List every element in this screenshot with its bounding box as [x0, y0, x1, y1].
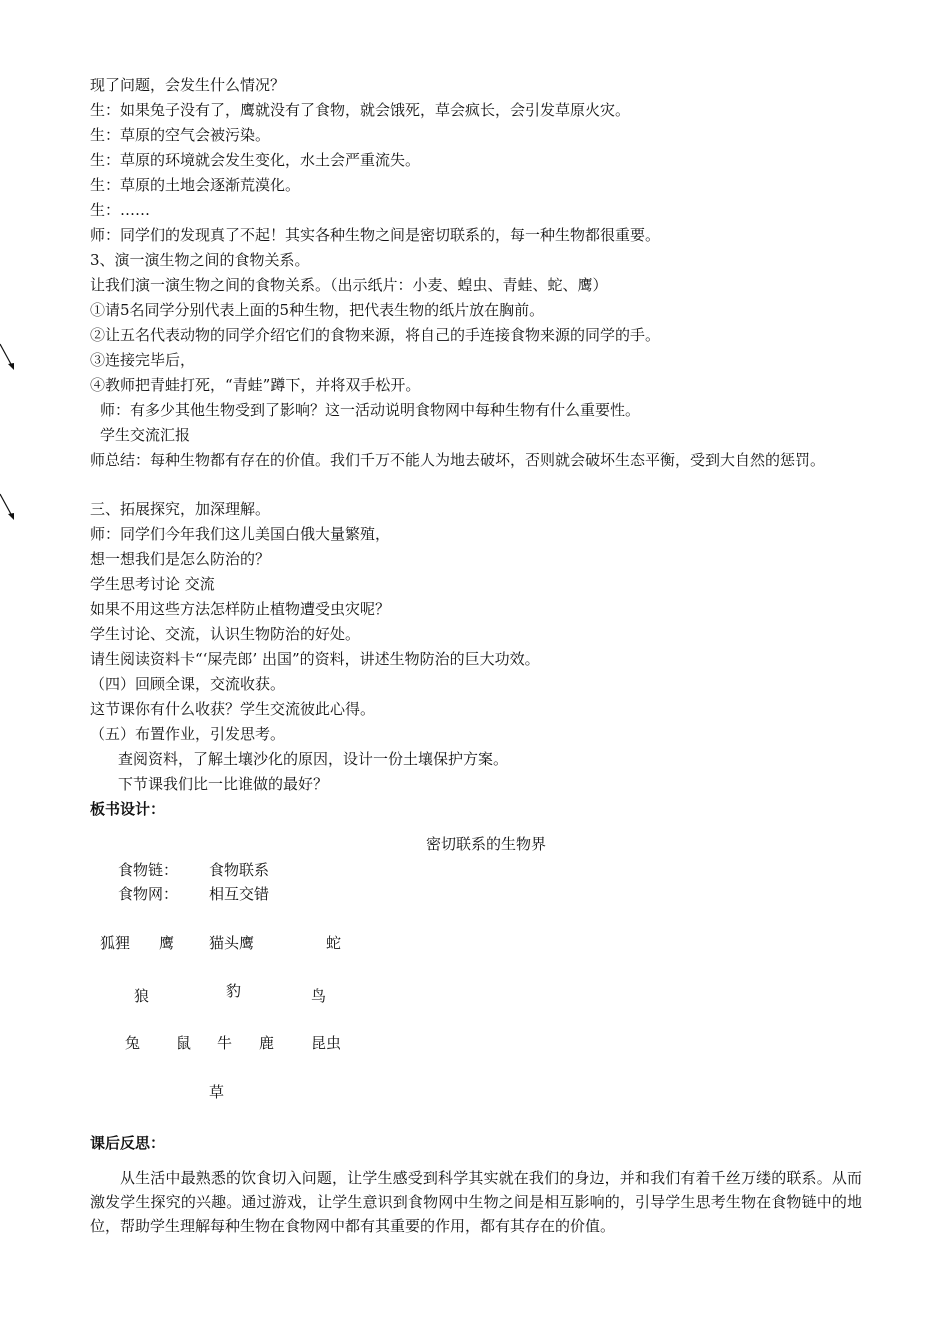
text-line: 现了问题，会发生什么情况？: [90, 76, 286, 94]
reflection-paragraph: 从生活中最熟悉的饮食切入问题，让学生感受到科学其实就在我们的身边，并和我们有着千丝万缕的联系。从而激发学生探究的兴趣。通过游戏，让学生意识到食物网中生物之间是相互影响的，引导学生思考生物在食物链中的地位，帮助学生理解每种生物在食物网中都有其重要的作用，都有其存在的价值。: [90, 1169, 862, 1235]
organism-label: 鸟: [311, 987, 327, 1005]
text-line: 生：草原的空气会被污染。: [90, 126, 271, 144]
section-heading: （五）布置作业，引发思考。: [90, 725, 286, 743]
text-line: 如果不用这些方法怎样防止植物遭受虫灾呢？: [90, 600, 391, 618]
text-line: 让我们演一演生物之间的食物关系。（出示纸片：小麦、蝗虫、青蛙、蛇、鹰）: [90, 276, 608, 294]
section-heading: 三、拓展探究，加深理解。: [90, 500, 271, 518]
board-title: 密切联系的生物界: [426, 835, 547, 853]
step-item: ④教师把青蛙打死，“青蛙”蹲下，并将双手松开。: [90, 376, 421, 394]
section-heading: （四）回顾全课，交流收获。: [90, 675, 286, 693]
text-line: 下节课我们比一比谁做的最好？: [118, 775, 329, 793]
organism-label: 兔: [125, 1034, 141, 1052]
arrow-mark-1: [0, 342, 24, 372]
text-line: 师：同学们今年我们这儿美国白俄大量繁殖，: [90, 525, 391, 543]
organism-label: 草: [209, 1083, 225, 1101]
organism-label: 鼠: [176, 1034, 192, 1052]
text-line: 师：有多少其他生物受到了影响？这一活动说明食物网中每种生物有什么重要性。: [100, 401, 641, 419]
organism-label: 猫头鹰: [209, 934, 255, 952]
text-line: 生：如果兔子没有了，鹰就没有了食物，就会饿死，草会疯长，会引发草原火灾。: [90, 101, 631, 119]
organism-label: 牛: [217, 1034, 233, 1052]
step-item: ③连接完毕后，: [90, 351, 196, 369]
organism-label: 鹰: [159, 934, 175, 952]
board-label-food-chain: 食物链：: [118, 861, 179, 879]
text-line: 请生阅读资料卡“‘屎壳郎’ 出国”的资料，讲述生物防治的巨大功效。: [90, 650, 540, 668]
text-line: 生：草原的土地会逐渐荒漠化。: [90, 176, 301, 194]
organism-label: 狐狸: [100, 934, 131, 952]
text-line: 生：草原的环境就会发生变化，水土会严重流失。: [90, 151, 421, 169]
text-line: 师：同学们的发现真了不起！其实各种生物之间是密切联系的，每一种生物都很重要。: [90, 226, 661, 244]
organism-label: 豹: [226, 982, 242, 1000]
text-line: 想一想我们是怎么防治的？: [90, 550, 271, 568]
organism-label: 狼: [134, 987, 150, 1005]
text-line: 学生讨论、交流，认识生物防治的好处。: [90, 625, 361, 643]
summary-paragraph: 师总结：每种生物都有存在的价值。我们千万不能人为地去破坏，否则就会破坏生态平衡，受到大自然的惩罚。: [90, 451, 826, 469]
board-design-heading: 板书设计：: [90, 800, 166, 818]
text-line: 生：……: [90, 201, 151, 219]
organism-label: 鹿: [259, 1034, 275, 1052]
board-label-food-web: 食物网：: [118, 885, 179, 903]
reflection-heading: 课后反思：: [90, 1134, 166, 1152]
organism-label: 昆虫: [311, 1034, 342, 1052]
arrow-mark-2: [0, 492, 24, 522]
step-item: ②让五名代表动物的同学介绍它们的食物来源，将自己的手连接食物来源的同学的手。: [90, 326, 661, 344]
text-line: 这节课你有什么收获？学生交流彼此心得。: [90, 700, 376, 718]
board-value-food-chain: 食物联系: [209, 861, 270, 879]
board-value-food-web: 相互交错: [209, 885, 270, 903]
text-line: 查阅资料，了解土壤沙化的原因，设计一份土壤保护方案。: [118, 750, 509, 768]
step-item: ①请5名同学分别代表上面的5种生物，把代表生物的纸片放在胸前。: [90, 301, 545, 319]
organism-label: 蛇: [326, 934, 342, 952]
section-heading: 3、演一演生物之间的食物关系。: [90, 251, 310, 269]
text-line: 学生思考讨论 交流: [90, 575, 215, 593]
text-line: 学生交流汇报: [100, 426, 191, 444]
